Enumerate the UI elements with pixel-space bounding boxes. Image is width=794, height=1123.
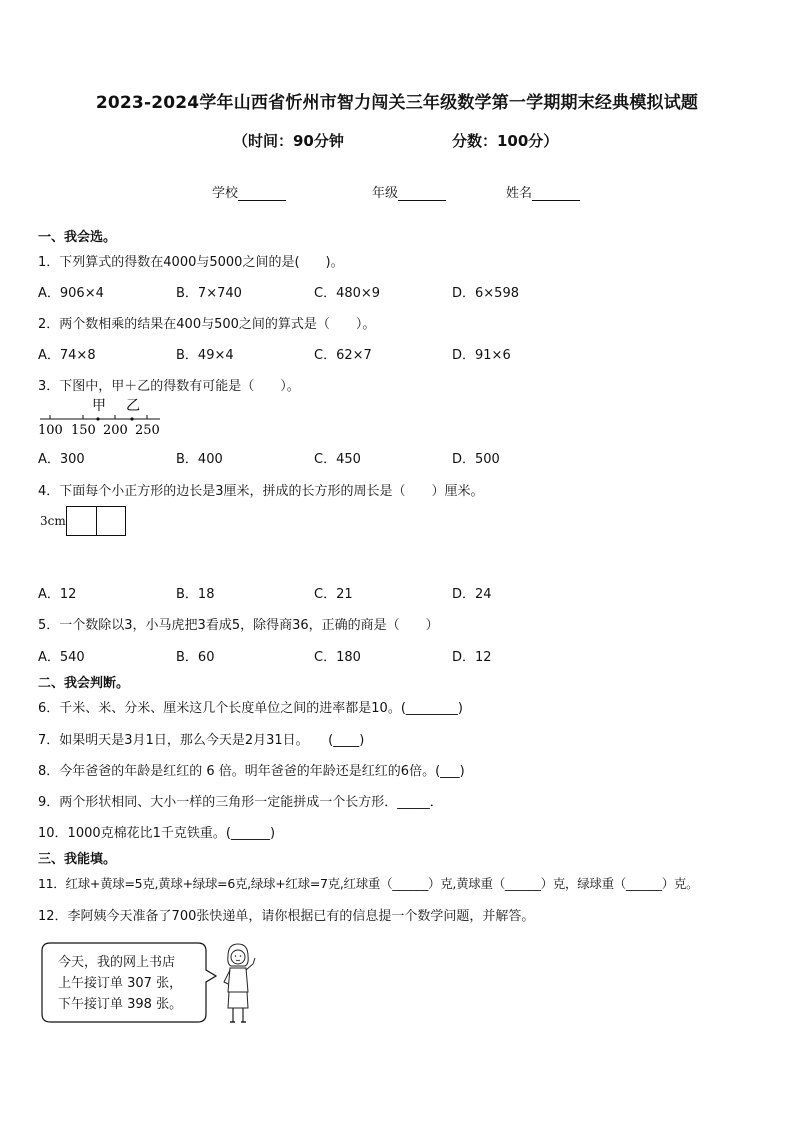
q3-option-d: D．500 bbox=[452, 452, 500, 467]
yi-label: 乙 bbox=[126, 398, 140, 414]
q3-option-a: A．300 bbox=[38, 452, 85, 467]
question-10: 10．1000克棉花比1千克铁重。(______) bbox=[38, 826, 276, 841]
q1-option-a: A．906×4 bbox=[38, 286, 104, 301]
number-line-figure bbox=[36, 396, 166, 438]
school-field bbox=[212, 182, 286, 201]
grade-label: 年级 bbox=[372, 186, 399, 201]
square-side-label: 3cm bbox=[40, 514, 66, 528]
exam-time: （时间：90分钟 bbox=[233, 132, 344, 150]
name-label: 姓名 bbox=[506, 186, 533, 201]
q4-option-a: A．12 bbox=[38, 587, 77, 602]
school-blank bbox=[238, 186, 286, 201]
question-9: 9．两个形状相同、大小一样的三角形一定能拼成一个长方形．_____． bbox=[38, 795, 443, 810]
name-blank bbox=[532, 186, 580, 201]
tick-label-200: 200 bbox=[103, 423, 128, 438]
jia-label: 甲 bbox=[92, 398, 106, 414]
yi-point bbox=[130, 417, 133, 420]
question-2: 2．两个数相乘的结果在400与500之间的算式是（ ）。 bbox=[38, 317, 376, 332]
q2-option-a: A．74×8 bbox=[38, 348, 96, 363]
question-3: 3．下图中，甲＋乙的得数有可能是（ ）。 bbox=[38, 379, 300, 394]
q3-option-b: B．400 bbox=[176, 452, 223, 467]
question-7: 7．如果明天是3月1日，那么今天是2月31日。 (____) bbox=[38, 733, 365, 748]
page-title: 2023-2024学年山西省忻州市智力闯关三年级数学第一学期期末经典模拟试题 bbox=[95, 93, 699, 113]
tick-label-150: 150 bbox=[71, 423, 96, 438]
bubble-line-1: 今天，我的网上书店 bbox=[58, 955, 176, 970]
question-12: 12．李阿姨今天准备了700张快递单，请你根据已有的信息提一个数学问题，并解答。 bbox=[38, 909, 535, 924]
bubble-line-2: 上午接订单 307 张， bbox=[58, 976, 183, 991]
grade-field bbox=[372, 182, 446, 201]
tick-label-100: 100 bbox=[38, 423, 63, 438]
question-11: 11．红球+黄球=5克,黄球+绿球=6克,绿球+红球=7克,红球重（______）克,黄球重（______）克，绿球重（______）克。 bbox=[38, 876, 699, 891]
q1-option-c: C．480×9 bbox=[314, 286, 381, 301]
q5-option-c: C．180 bbox=[314, 650, 361, 665]
section-heading: 二、我会判断。 bbox=[38, 676, 130, 691]
q4-option-d: D．24 bbox=[452, 587, 492, 602]
q3-option-c: C．450 bbox=[314, 452, 361, 467]
q2-option-d: D．91×6 bbox=[452, 348, 511, 363]
school-label: 学校 bbox=[212, 186, 239, 201]
bubble-text bbox=[58, 952, 182, 1015]
jia-point bbox=[96, 417, 99, 420]
tick-label-250: 250 bbox=[135, 423, 160, 438]
q5-option-b: B．60 bbox=[176, 650, 215, 665]
square-divider bbox=[96, 507, 97, 535]
name-field bbox=[506, 182, 580, 201]
q1-option-b: B．7×740 bbox=[176, 286, 242, 301]
grade-blank bbox=[398, 186, 446, 201]
question-5: 5．一个数除以3，小马虎把3看成5，除得商36，正确的商是（ ） bbox=[38, 618, 439, 633]
exam-score: 分数：100分） bbox=[452, 132, 559, 150]
q4-option-b: B．18 bbox=[176, 587, 215, 602]
question-6: 6．千米、米、分米、厘米这几个长度单位之间的进率都是10。(________) bbox=[38, 701, 463, 716]
section-heading: 一、我会选。 bbox=[38, 230, 117, 245]
q2-option-c: C．62×7 bbox=[314, 348, 372, 363]
bubble-line-3: 下午接订单 398 张。 bbox=[58, 997, 183, 1012]
q2-option-b: B．49×4 bbox=[176, 348, 234, 363]
q5-option-d: D．12 bbox=[452, 650, 492, 665]
question-4: 4．下面每个小正方形的边长是3厘米，拼成的长方形的周长是（ ）厘米。 bbox=[38, 484, 484, 499]
q1-option-d: D．6×598 bbox=[452, 286, 519, 301]
question-8: 8．今年爸爸的年龄是红红的 6 倍。明年爸爸的年龄还是红红的6倍。(___) bbox=[38, 764, 465, 779]
woman-figure-icon bbox=[216, 942, 260, 1026]
q5-option-a: A．540 bbox=[38, 650, 85, 665]
q4-option-c: C．21 bbox=[314, 587, 353, 602]
rectangle-figure bbox=[66, 506, 126, 536]
section-heading: 三、我能填。 bbox=[38, 852, 117, 867]
question-1: 1．下列算式的得数在4000与5000之间的是( )。 bbox=[38, 255, 344, 270]
